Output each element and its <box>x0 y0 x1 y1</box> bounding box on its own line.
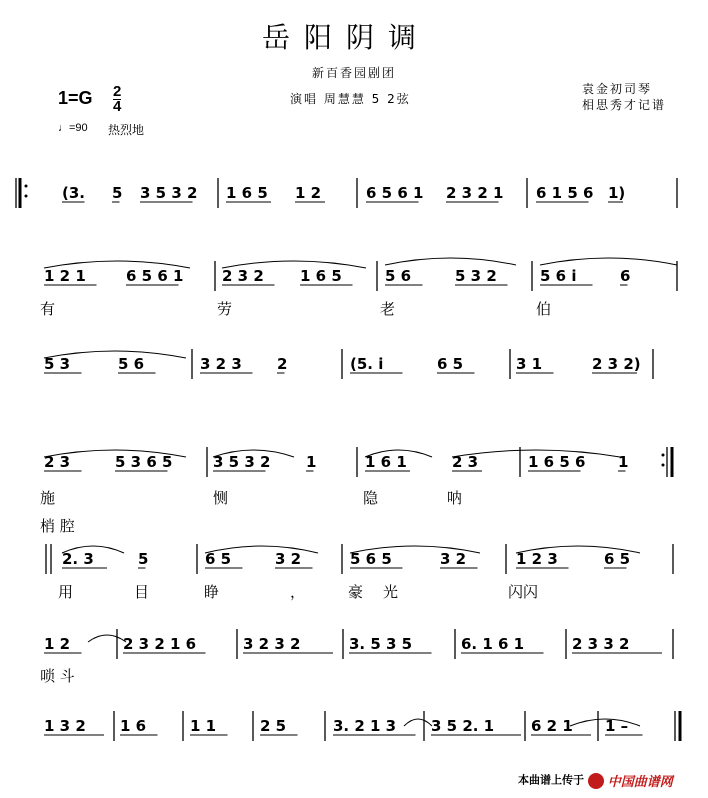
note-group: 6 5 6 1 <box>126 267 184 285</box>
note-group: 5 3 2 <box>455 267 497 285</box>
lyric-char: 有 <box>40 300 56 318</box>
note-group: 5 3 <box>44 355 71 373</box>
note-group: 5 6 5 <box>350 550 392 568</box>
footer-upload-note <box>518 771 673 790</box>
slur-arc <box>540 258 677 265</box>
note-group: 6. 1 6 1 <box>461 635 525 653</box>
note-group: 3 2 3 <box>200 355 242 373</box>
note-group: 6 5 6 1 <box>366 184 424 202</box>
note-group: 1 6 5 6 <box>528 453 586 471</box>
note-group: 2 3 2 1 6 <box>123 635 197 653</box>
footer-text: 本曲谱上传于 <box>518 773 584 787</box>
time-numerator: 2 <box>113 83 122 100</box>
note-group: 5 6 <box>385 267 412 285</box>
repeat-dot <box>662 454 665 457</box>
note-group: 1) <box>608 184 626 202</box>
note-group: 3 2 3 2 <box>243 635 301 653</box>
note-group: 5 6 i <box>540 267 577 285</box>
note-group: 3 5 3 2 <box>140 184 198 202</box>
note-group: 1 6 1 <box>365 453 407 471</box>
note-group: 3 1 <box>516 355 543 373</box>
note-group: 1 – <box>605 717 629 735</box>
singer-info: 演唱 周慧慧 5 2弦 <box>290 92 411 106</box>
note-group: 1 <box>618 453 629 471</box>
note-group: 6 1 5 6 <box>536 184 594 202</box>
note-group: 6 <box>620 267 631 285</box>
lyric-char: 隐 <box>363 489 379 507</box>
note-group: 3 2 <box>440 550 467 568</box>
note-group: 2 5 <box>260 717 287 735</box>
note-group: 2 3 2) <box>592 355 641 373</box>
note-group: 1 1 <box>190 717 217 735</box>
note-group: 1 6 5 <box>300 267 342 285</box>
repeat-dot <box>25 195 28 198</box>
lyric-char: ， <box>290 583 306 601</box>
lyric-char: 睁 <box>204 583 220 601</box>
repeat-dot <box>662 464 665 467</box>
slur-arc <box>385 258 516 265</box>
note-group: 1 3 2 <box>44 717 86 735</box>
note-group: 2. 3 <box>62 550 94 568</box>
lyric-char: 目 <box>134 583 150 601</box>
note-group: (3. <box>62 184 85 202</box>
lyric-char: 恻 <box>213 489 229 507</box>
lyric-char: 豪 <box>348 583 364 601</box>
note-group: 2 3 2 1 <box>446 184 504 202</box>
slur-arc <box>404 719 432 726</box>
note-group: 6 5 <box>205 550 232 568</box>
site-logo-icon <box>588 773 604 789</box>
note-group: 3 5 2. 1 <box>431 717 495 735</box>
note-group: 1 6 5 <box>226 184 268 202</box>
time-denominator: 4 <box>113 98 122 115</box>
page-title: 岳阳阴调 <box>262 21 431 54</box>
expression-marking: 热烈地 <box>108 123 145 137</box>
note-group: 1 2 <box>295 184 322 202</box>
note-group: (5. i <box>350 355 384 373</box>
lyric-char: 光 <box>383 583 399 601</box>
note-group: 3. 2 1 3 <box>333 717 397 735</box>
note-group: 1 2 <box>44 635 71 653</box>
note-group: 2 3 3 2 <box>572 635 630 653</box>
repeat-dot <box>25 185 28 188</box>
note-group: 6 5 <box>604 550 631 568</box>
lyric-char: 唢 斗 <box>40 667 75 685</box>
credit-accompanist: 袁金初司琴 <box>582 82 653 96</box>
tempo-marking: ♩=90 <box>58 122 88 134</box>
lyric-char: 梢 腔 <box>40 517 75 535</box>
lyric-char: 用 <box>58 583 74 601</box>
note-group: 2 3 2 <box>222 267 264 285</box>
note-group: 5 <box>138 550 149 568</box>
note-group: 1 2 3 <box>516 550 558 568</box>
note-group: 6 2 1 <box>531 717 573 735</box>
note-group: 5 <box>112 184 123 202</box>
note-group: 2 <box>277 355 288 373</box>
note-group: 1 6 <box>120 717 147 735</box>
note-group: 1 2 1 <box>44 267 86 285</box>
note-group: 6 5 <box>437 355 464 373</box>
credit-transcriber: 相思秀才记谱 <box>582 98 667 112</box>
note-group: 2 3 <box>44 453 71 471</box>
key-signature: 1=G <box>58 88 93 108</box>
note-group: 1 <box>306 453 317 471</box>
lyric-char: 呐 <box>447 489 463 507</box>
note-group: 5 6 <box>118 355 145 373</box>
site-name[interactable]: 中国曲谱网 <box>607 775 673 790</box>
note-group: 3. 5 3 5 <box>349 635 413 653</box>
note-group: 2 3 <box>452 453 479 471</box>
lyric-char: 施 <box>40 489 56 507</box>
lyric-char: 伯 <box>536 300 552 318</box>
lyric-char: 闪闪 <box>508 583 539 601</box>
troupe-name: 新百香园剧团 <box>312 66 397 80</box>
lyric-char: 老 <box>380 300 396 318</box>
note-group: 3 5 3 2 <box>213 453 271 471</box>
note-group: 3 2 <box>275 550 302 568</box>
slur-arc <box>88 635 126 642</box>
lyric-char: 劳 <box>217 300 233 318</box>
note-group: 5 3 6 5 <box>115 453 173 471</box>
